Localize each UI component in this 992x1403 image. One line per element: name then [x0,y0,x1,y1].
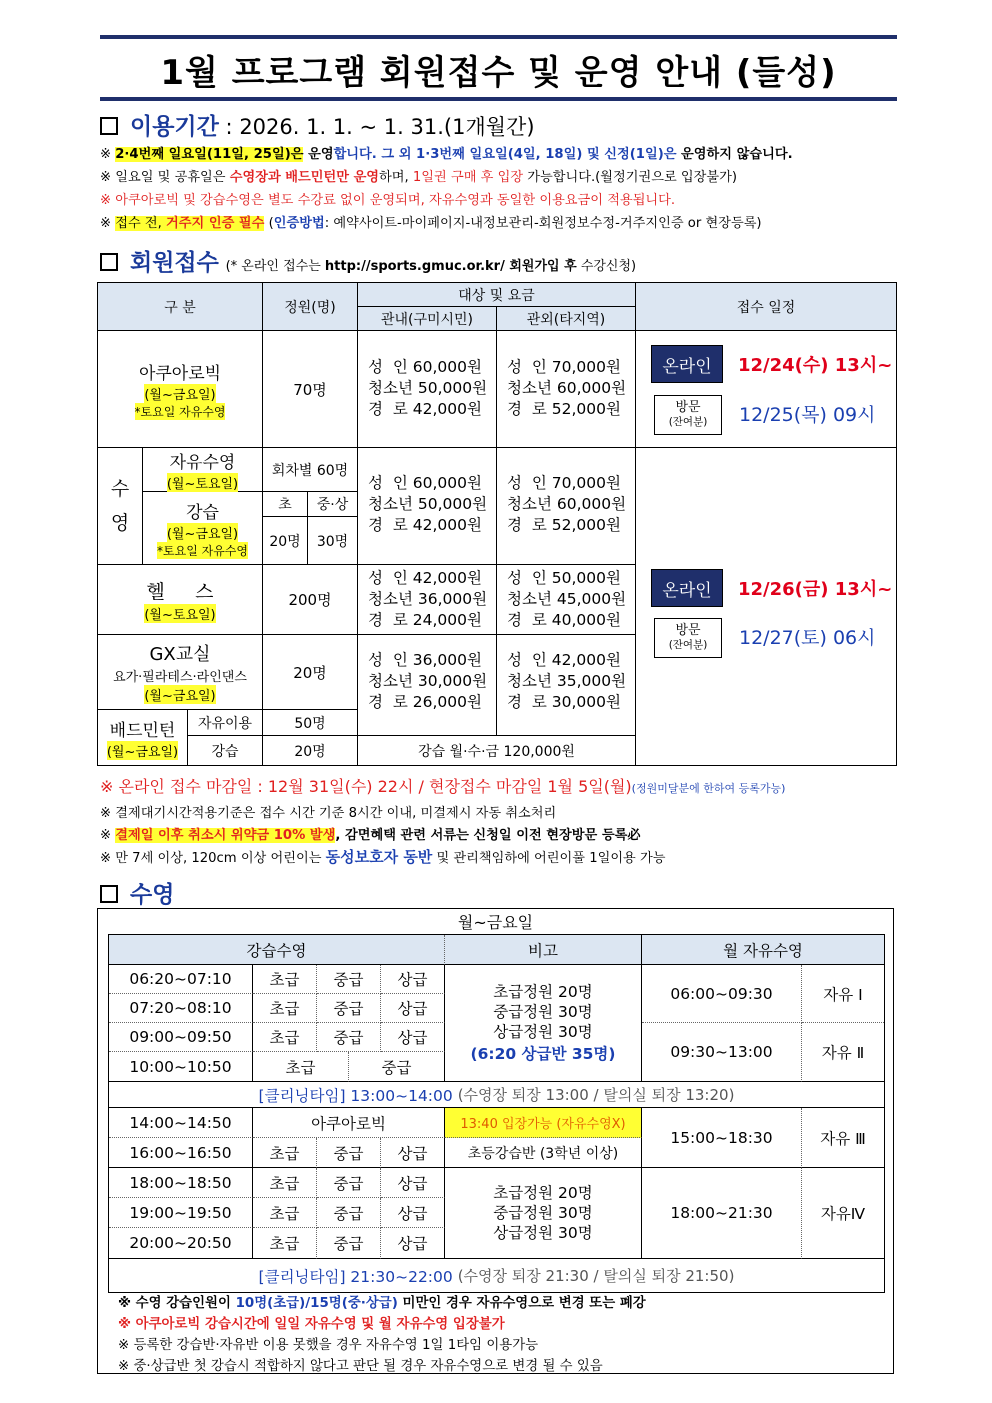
checkbox-square-icon [100,253,118,271]
swim-time-9: 20:00~20:50 [109,1228,253,1259]
visit-label: 방문 [675,400,701,415]
reg-heading: 회원접수 [130,250,219,276]
aqua-entry-note: 13:40 입장가능 (자유수영X) [445,1108,642,1138]
period-heading: 이용기간 [130,114,219,140]
online-badge-1: 온라인 [651,345,723,383]
note-aqua: ※ 아쿠아로빅 및 강습수영은 별도 수강료 없이 운영되며, 자유수영과 동일한 이용요금이 적용됩니다. [100,193,676,208]
swim-time-3: 09:00~09:50 [109,1023,253,1052]
swim-th-monthly: 월 자유수영 [642,935,884,965]
bad-free-label: 자유이용 [188,710,263,736]
online-badge-2: 온라인 [651,569,723,607]
swim-heading: 수영 [130,882,175,908]
swim-time-2: 07:20~08:10 [109,994,253,1023]
level-mid: 중급 [317,1198,381,1228]
th-schedule: 접수 일정 [636,283,896,331]
lesson-name: 강습 [186,502,219,523]
note-mark: ※ [100,147,116,162]
note-mark: ※ [100,828,116,843]
swim-footnote-1a: ※ 수영 강습인원이 [118,1296,236,1311]
kids-note: 초등강습반 (3학년 이상) [445,1138,642,1168]
swim-note-2-text: 초급정원 20명 중급정원 30명 상급정원 30명 [493,1184,593,1242]
note-residence-paren: ( [264,216,274,231]
swim-th-lesson: 강습수영 [109,935,445,965]
date-visit-1: 12/25(목) 09시 [739,404,876,426]
lesson-days: (월~금요일) [167,523,238,542]
free-capacity: 회차별 60명 [263,448,358,492]
cleaning-2-time: [클리닝타임] 21:30~22:00 [258,1267,453,1286]
gx-days: (월~금요일) [144,685,215,704]
deadline-small: (정원미달분에 한하여 등록가능) [631,782,786,795]
visit-sub: (잔여분) [668,416,708,428]
th-division: 구 분 [98,283,263,331]
swim-footnote-4: ※ 중·상급반 첫 강습시 적합하지 않다고 판단 될 경우 자유수영으로 변경 될 수 있음 [118,1359,603,1374]
visit-badge-2 [654,618,722,658]
monthly-time-3: 15:00~18:30 [642,1108,802,1168]
swim-footnote-1b: 10명(초급)/15명(중·상급) [235,1296,398,1311]
note-holiday-swim: 수영장과 배드민턴만 운영 [229,170,380,185]
row-health [98,565,263,635]
aqua-name: 아쿠아로빅 [138,363,222,384]
gx-name: GX교실 [149,644,211,665]
swim-days: 월~금요일 [457,913,534,932]
level-beg: 초급 [253,994,317,1023]
checkbox-square-icon [100,117,118,135]
level-beg: 초급 [253,1023,317,1052]
aqua-slot: 아쿠아로빅 [253,1108,445,1138]
row-free-swim [143,448,263,492]
note-children-c: 및 관리책임하에 어린이풀 1일이용 가능 [432,851,666,866]
lesson-midadv-cap: 30명 [308,517,358,565]
checkbox-square-icon [100,885,118,903]
level-adv: 상급 [381,1198,445,1228]
level-beg: 초급 [253,1228,317,1259]
swim-footnote-1 [118,1293,646,1314]
gx-sub: 요가·필라테스·라인댄스 [113,670,247,685]
monthly-time-1: 06:00~09:30 [642,965,802,1023]
note-children-a: ※ 만 7세 이상, 120cm 이상 어린이는 [100,851,326,866]
note-sunday [100,143,793,162]
th-capacity: 정원(명) [263,283,358,331]
note-holiday-text: ※ 일요일 및 공휴일은 [100,170,230,185]
cleaning-1-time: [클리닝타임] 13:00~14:00 [258,1086,453,1105]
cleaning-1-note: (수영장 퇴장 13:00 / 탈의실 퇴장 13:20) [457,1086,735,1104]
level-mid: 중급 [349,1052,445,1082]
free-days: (월~토요일) [167,473,238,492]
registration-table [97,282,897,766]
title-bar [100,35,897,101]
level-mid: 중급 [317,994,381,1023]
aqua-note: *토요일 자유수영 [134,404,226,419]
row-lesson [143,492,263,565]
swim-table [97,908,894,1374]
monthly-time-4: 18:00~21:30 [642,1168,802,1259]
aqua-fee-inside: 성 인 60,000원 청소년 50,000원 경 로 42,000원 [358,331,497,448]
reg-section [100,244,636,277]
note-residence [100,212,762,231]
lesson-beg-label: 초 [263,492,308,517]
lesson-midadv-label: 중·상 [308,492,358,517]
th-inside: 관내(구미시민) [358,307,497,331]
swim-footnote-1c: 미만인 경우 자유수영으로 변경 또는 폐강 [397,1296,646,1311]
health-name: 헬 스 [146,580,214,603]
deadline-text: ※ 온라인 접수 마감일 : 12월 31일(수) 22시 / 현장접수 마감일 1월 5일(월) [100,777,632,796]
bad-lesson-label: 강습 [188,736,263,765]
level-mid: 중급 [317,1138,381,1168]
bad-name: 배드민턴 [109,720,176,741]
note-payment: ※ 결제대기시간적용기준은 접수 시간 기준 8시간 이내, 미결제시 자동 취소처리 [100,806,557,821]
level-beg: 초급 [253,1138,317,1168]
lesson-beg-cap: 20명 [263,517,308,565]
bad-free-cap: 50명 [263,710,358,736]
swim-note-1-text: 초급정원 20명 중급정원 30명 상급정원 30명 [493,983,593,1041]
bad-lesson-fee: 강습 월·수·금 120,000원 [358,736,636,765]
level-mid: 중급 [317,1168,381,1198]
reg-url[interactable]: http://sports.gmuc.or.kr/ 회원가입 후 [324,259,577,274]
swim-time-5: 14:00~14:50 [109,1108,253,1138]
health-fee-inside: 성 인 42,000원 청소년 36,000원 경 로 24,000원 [358,565,497,635]
swim-note-1 [445,965,642,1082]
period-value: 2026. 1. 1. ~ 1. 31.(1개월간) [239,115,535,139]
swim-grid [108,934,885,1293]
level-mid: 중급 [317,1023,381,1052]
swim-time-7: 18:00~18:50 [109,1168,253,1198]
level-adv: 상급 [381,965,445,994]
period-sep: : [218,115,240,139]
date-online-1: 12/24(수) 13시~ [738,355,893,376]
reg-note-a: (* 온라인 접수는 [225,259,325,274]
monthly-label-4: 자유Ⅳ [802,1168,884,1259]
level-beg: 초급 [253,1052,349,1082]
swim-fee-outside: 성 인 70,000원 청소년 60,000원 경 로 52,000원 [497,448,636,565]
monthly-label-2: 자유 Ⅱ [802,1023,884,1082]
visit-badge-1 [654,395,722,435]
level-adv: 상급 [381,1138,445,1168]
level-adv: 상급 [381,1168,445,1198]
note-residence-steps: : 예약사이트-마이페이지-내정보관리-회원정보수정-거주지인증 or 현장등록) [324,216,762,231]
lesson-note: *토요일 자유수영 [157,543,248,558]
aqua-days: (월~금요일) [144,384,215,403]
note-holiday-text3: 가능합니다.(월정기권으로 입장불가) [523,170,738,185]
swim-time-4: 10:00~10:50 [109,1052,253,1082]
bad-days: (월~금요일) [107,741,178,760]
note-cancel [100,824,641,843]
note-children [100,846,665,867]
note-sunday-highlight: 2·4번째 일요일(11일, 25일)은 [115,147,304,162]
date-online-2: 12/26(금) 13시~ [738,579,893,600]
health-capacity: 200명 [263,565,358,635]
reg-note [226,259,637,274]
note-sunday-closed: 운영하지 않습니다. [676,147,793,162]
note-children-guardian: 동성보호자 동반 [325,848,433,866]
note-residence-before: 접수 전, [115,216,167,231]
swim-time-8: 19:00~19:50 [109,1198,253,1228]
cleaning-2-note: (수영장 퇴장 21:30 / 탈의실 퇴장 21:50) [457,1267,735,1285]
reg-note-c: 수강신청) [576,259,637,274]
swim-section [100,876,174,909]
cleaning-time-2 [109,1259,884,1292]
level-adv: 상급 [381,1023,445,1052]
level-beg: 초급 [253,965,317,994]
gx-fee-inside: 성 인 36,000원 청소년 30,000원 경 로 26,000원 [358,635,497,736]
level-beg: 초급 [253,1198,317,1228]
date-visit-2: 12/27(토) 06시 [739,627,876,649]
health-days: (월~토요일) [144,604,215,623]
level-beg: 초급 [253,1168,317,1198]
visit-sub: (잔여분) [668,639,708,651]
row-badminton [98,710,188,765]
level-adv: 상급 [381,1228,445,1259]
swim-footnote-3: ※ 등록한 강습반·자유반 이용 못했을 경우 자유수영 1일 1타임 이용가능 [118,1338,539,1353]
monthly-label-3: 자유 Ⅲ [802,1108,884,1168]
note-deadline [100,774,785,797]
row-gx [98,635,263,710]
gx-capacity: 20명 [263,635,358,710]
swim-note-2 [445,1168,642,1259]
swim-footer-notes [118,1293,646,1377]
gx-fee-outside: 성 인 42,000원 청소년 35,000원 경 로 30,000원 [497,635,636,736]
row-aqua-name [98,331,263,448]
swim-side-label: 수 영 [98,448,143,565]
cleaning-time-1 [109,1082,884,1108]
level-mid: 중급 [317,1228,381,1259]
aqua-fee-outside: 성 인 70,000원 청소년 60,000원 경 로 52,000원 [497,331,636,448]
note-holiday [100,166,737,185]
note-cancel-docs: , 감면혜택 관련 서류는 신청일 이전 현장방문 등록必 [335,828,641,843]
visit-label: 방문 [675,623,701,638]
free-name: 자유수영 [169,452,236,473]
note-sunday-run: 운영 [303,147,334,162]
level-mid: 중급 [317,965,381,994]
swim-th-note: 비고 [445,935,642,965]
page-title: 1월 프로그램 회원접수 및 운영 안내 (들성) [160,53,837,93]
monthly-label-1: 자유 Ⅰ [802,965,884,1023]
note-residence-required: 거주지 인증 필수 [166,216,265,231]
note-mark: ※ [100,216,116,231]
health-fee-outside: 성 인 50,000원 청소년 45,000원 경 로 40,000원 [497,565,636,635]
swim-footnote-2: ※ 아쿠아로빅 강습시간에 일일 자유수영 및 월 자유수영 입장불가 [118,1317,505,1332]
swim-time-6: 16:00~16:50 [109,1138,253,1168]
swim-time-1: 06:20~07:10 [109,965,253,994]
th-outside: 관외(타지역) [497,307,636,331]
note-holiday-ticket: 1일권 구매 후 입장 [412,170,524,185]
monthly-time-2: 09:30~13:00 [642,1023,802,1082]
note-residence-method: 인증방법 [273,216,325,231]
note-holiday-text2: 하며, [379,170,413,185]
note-cancel-penalty: 결제일 이후 취소시 위약금 10% 발생 [115,828,336,843]
period-section [100,108,535,141]
th-target: 대상 및 요금 [358,283,636,307]
aqua-capacity: 70명 [263,331,358,448]
bad-lesson-cap: 20명 [263,736,358,765]
level-adv: 상급 [381,994,445,1023]
swim-note-1-extra: (6:20 상급반 35명) [470,1045,616,1063]
swim-fee-inside: 성 인 60,000원 청소년 50,000원 경 로 42,000원 [358,448,497,565]
note-sunday-other: 합니다. 그 외 1·3번째 일요일(4일, 18일) 및 신정(1일)은 [333,147,677,162]
